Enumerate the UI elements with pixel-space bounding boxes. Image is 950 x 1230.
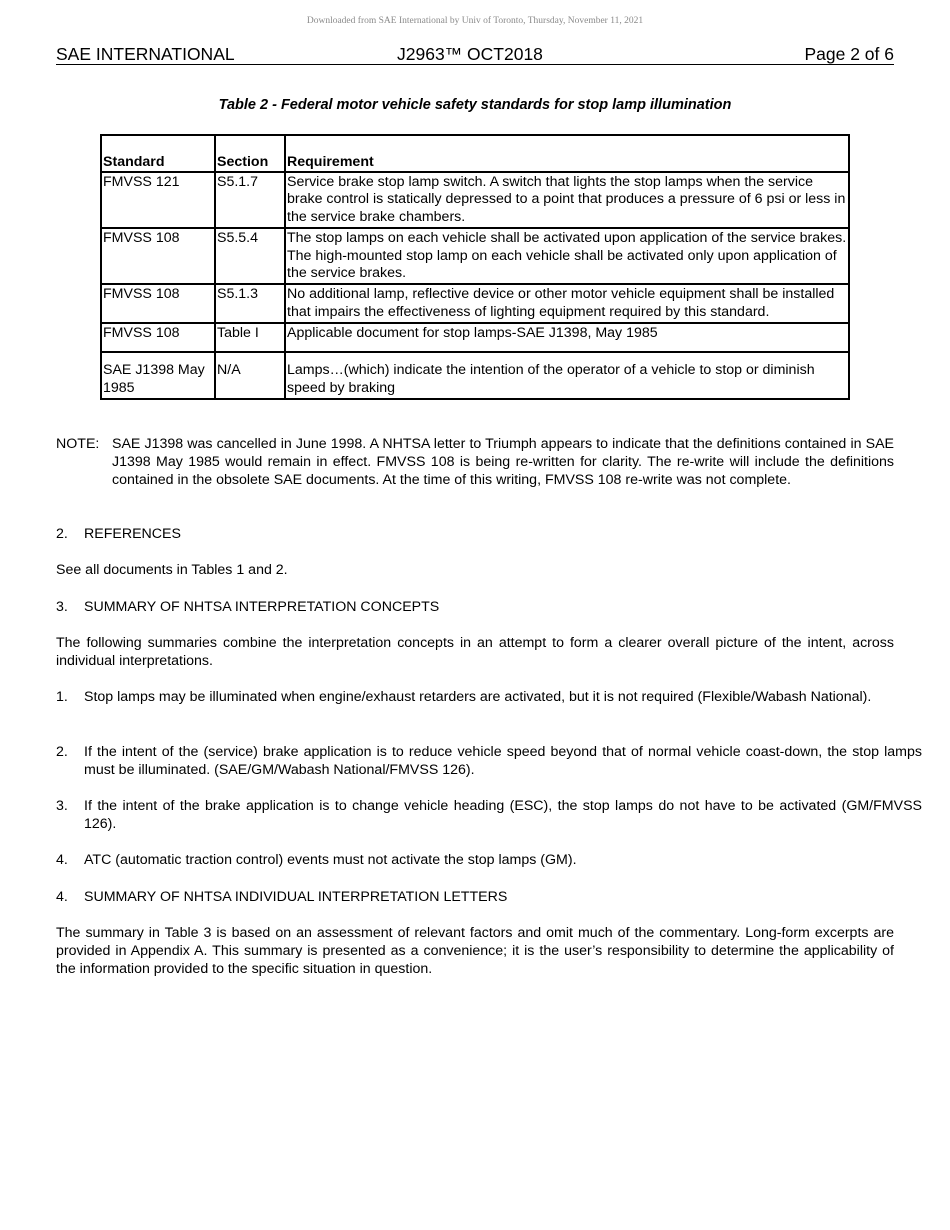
note-label: NOTE: — [56, 436, 100, 452]
list-item — [56, 797, 922, 833]
note-text: SAE J1398 was cancelled in June 1998. A NHTSA letter to Triumph appears to indicate that the definitions contained in SAE J1398 May 1985 would remain in effect. FMVSS 108 is being re-written for clarity. The re-write will include the definitions contained in the obsolete SAE documents. At the time of this writing, FMVSS 108 re-write was not complete. — [112, 436, 894, 488]
cell-requirement: Lamps…(which) indicate the intention of the operator of a vehicle to stop or diminish speed by braking — [285, 352, 849, 399]
list-item-number: 4. — [56, 852, 68, 868]
header-org: SAE INTERNATIONAL — [56, 44, 235, 64]
note-block — [56, 435, 894, 489]
cell-requirement: The stop lamps on each vehicle shall be activated upon application of the service brakes. The high-mounted stop lamp on each vehicle shall be activated only upon application of the service brakes. — [285, 228, 849, 284]
cell-section: S5.1.7 — [215, 172, 285, 228]
section-title: SUMMARY OF NHTSA INDIVIDUAL INTERPRETATION LETTERS — [84, 889, 508, 905]
download-banner: Downloaded from SAE International by Univ of Toronto, Thursday, November 11, 2021 — [306, 16, 644, 26]
cell-requirement: Applicable document for stop lamps-SAE J1398, May 1985 — [285, 323, 849, 352]
column-header-standard: Standard — [101, 135, 215, 172]
list-item-number: 3. — [56, 798, 68, 814]
section-number: 3. — [56, 599, 68, 615]
letters-body: The summary in Table 3 is based on an assessment of relevant factors and omit much of the commentary. Long-form excerpts are provided in Appendix A. This summary is presented as a convenience; it is the user’s responsibility to determine the applicability of the information provided to the specific situation in question. — [56, 925, 894, 977]
list-item-text: ATC (automatic traction control) events must not activate the stop lamps (GM). — [84, 852, 577, 868]
list-item-number: 2. — [56, 744, 68, 760]
cell-standard: FMVSS 108 — [101, 228, 215, 284]
section-number: 4. — [56, 889, 68, 905]
table-row — [101, 323, 849, 352]
section-heading-letters — [56, 888, 894, 906]
cell-section: S5.5.4 — [215, 228, 285, 284]
section-number: 2. — [56, 526, 68, 542]
cell-requirement: Service brake stop lamp switch. A switch that lights the stop lamps when the service brake control is statically depressed to a point that produces a pressure of 6 psi or less in the service brake chambers. — [285, 172, 849, 228]
cell-requirement: No additional lamp, reflective device or other motor vehicle equipment shall be installed that impairs the effectiveness of lighting equipment required by this standard. — [285, 284, 849, 323]
standards-table — [100, 134, 850, 400]
section-title: SUMMARY OF NHTSA INTERPRETATION CONCEPTS — [84, 599, 440, 615]
section-title: REFERENCES — [84, 526, 181, 542]
table-row — [101, 284, 849, 323]
concepts-intro: The following summaries combine the interpretation concepts in an attempt to form a clearer overall picture of the intent, across individual interpretations. — [56, 635, 894, 669]
section-heading-references — [56, 525, 894, 543]
list-item-number: 1. — [56, 689, 68, 705]
table-row — [101, 228, 849, 284]
table-caption: Table 2 - Federal motor vehicle safety standards for stop lamp illumination — [218, 97, 732, 113]
cell-standard: SAE J1398 May 1985 — [101, 352, 215, 399]
cell-section: Table I — [215, 323, 285, 352]
cell-standard: FMVSS 108 — [101, 323, 215, 352]
table-row — [101, 172, 849, 228]
cell-section: S5.1.3 — [215, 284, 285, 323]
header-page-number: Page 2 of 6 — [804, 44, 894, 64]
list-item — [56, 688, 922, 706]
list-item-text: If the intent of the brake application is to change vehicle heading (ESC), the stop lamps do not have to be activated (GM/FMVSS 126). — [84, 798, 922, 832]
table-row — [101, 352, 849, 399]
table-header-row — [101, 135, 849, 172]
list-item — [56, 851, 922, 869]
header-doc-id: J2963™ OCT2018 — [397, 44, 543, 64]
cell-section: N/A — [215, 352, 285, 399]
list-item-text: Stop lamps may be illuminated when engine/exhaust retarders are activated, but it is not required (Flexible/Wabash National). — [84, 689, 872, 705]
column-header-requirement: Requirement — [285, 135, 849, 172]
list-item — [56, 743, 922, 779]
page-header — [56, 44, 894, 65]
list-item-text: If the intent of the (service) brake application is to reduce vehicle speed beyond that of normal vehicle coast-down, the stop lamps must be illuminated. (SAE/GM/Wabash National/FMVSS 126). — [84, 744, 922, 778]
section-heading-concepts — [56, 598, 894, 616]
cell-standard: FMVSS 121 — [101, 172, 215, 228]
references-body: See all documents in Tables 1 and 2. — [56, 562, 288, 578]
cell-standard: FMVSS 108 — [101, 284, 215, 323]
column-header-section: Section — [215, 135, 285, 172]
